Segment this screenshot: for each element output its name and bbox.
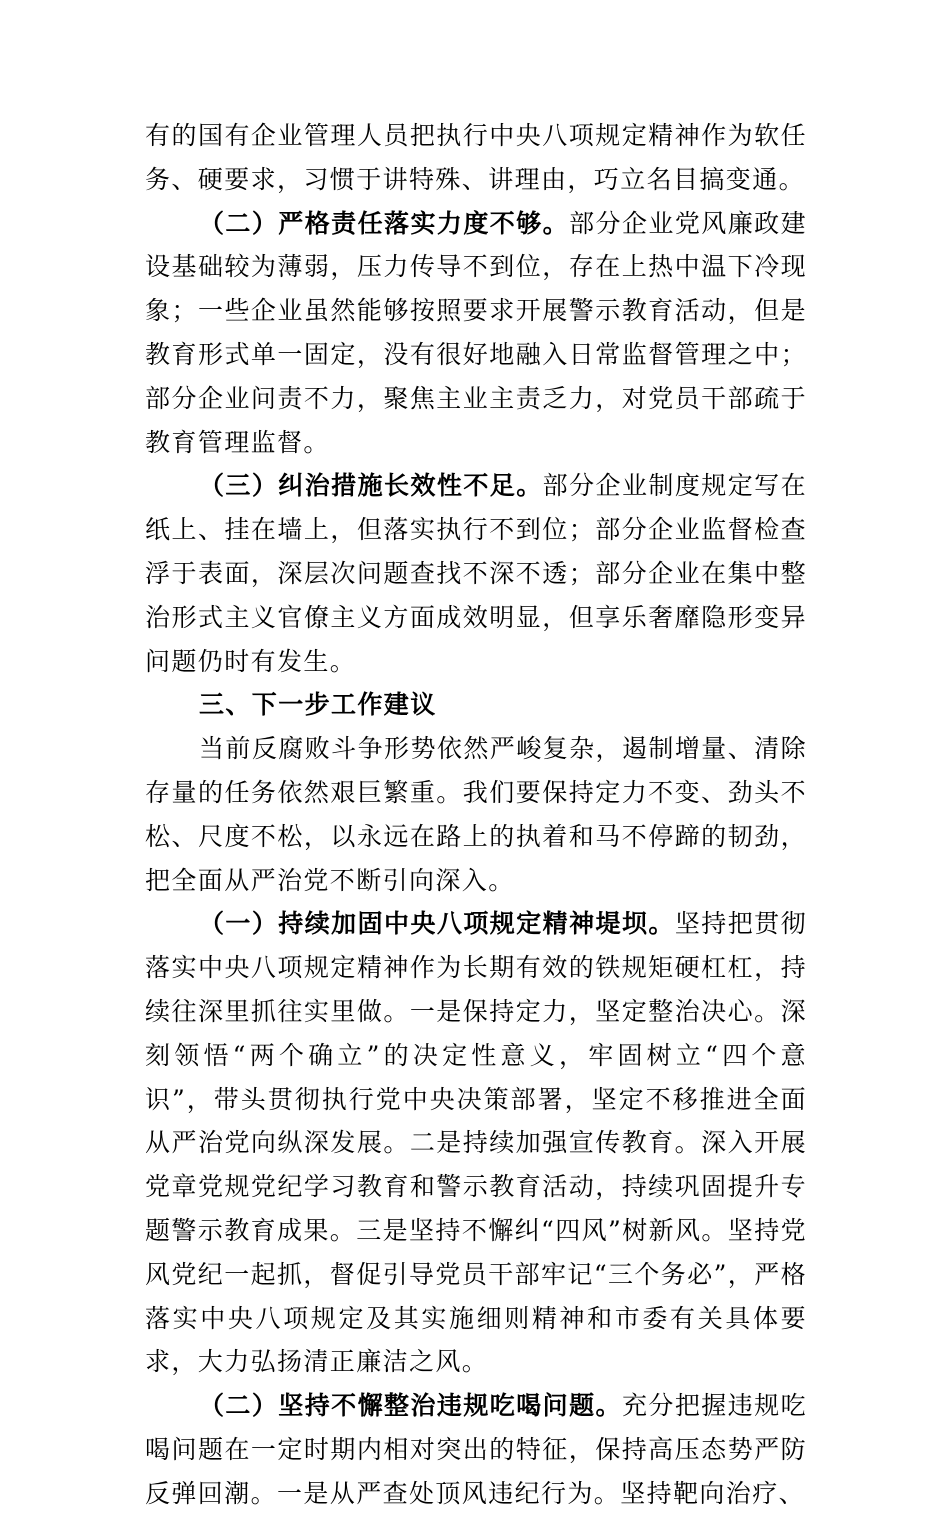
paragraph-continuation <box>145 114 807 202</box>
suggestion-2-heading: （二）坚持不懈整治违规吃喝问题。 <box>199 1391 622 1421</box>
suggestion-1-text: 坚持把贯彻落实中央八项规定精神作为长期有效的铁规矩硬杠杠，持续往深里抓往实里做。一是保持定力，坚定整治决心。深刻领悟“两个确立”的决定性意义，牢固树立“四个意识”，带头贯彻执行党中央决策部署，坚定不移推进全面从严治党向纵深发展。二是持续加强宣传教育。深入开展党章党规党纪学习教育和警示教育活动，持续巩固提升专题警示教育成果。三是坚持不懈纠“四风”树新风。坚持党风党纪一起抓，督促引导党员干部牢记“三个务必”，严格落实中央八项规定及其实施细则精神和市委有关具体要求，大力弘扬清正廉洁之风。 <box>145 909 807 1377</box>
suggestion-2-text: 充分把握违规吃喝问题在一定时期内相对突出的特征，保持高压态势严防反弹回潮。一是从严查处顶风违纪行为。坚持靶向治疗、 <box>145 1391 807 1508</box>
paragraph-suggestion-2 <box>145 1384 807 1515</box>
paragraph-section-3 <box>145 464 807 683</box>
document-body <box>145 114 807 1516</box>
paragraph-suggestion-1 <box>145 902 807 1384</box>
section-3-heading: （三）纠治措施长效性不足。 <box>199 471 543 501</box>
paragraph-text: 有的国有企业管理人员把执行中央八项规定精神作为软任务、硬要求，习惯于讲特殊、讲理由，巧立名目搞变通。 <box>145 121 807 194</box>
suggestion-1-heading: （一）持续加固中央八项规定精神堤坝。 <box>199 909 675 939</box>
section-3-text: 部分企业制度规定写在纸上、挂在墙上，但落实执行不到位；部分企业监督检查浮于表面，深层次问题查找不深不透；部分企业在集中整治形式主义官僚主义方面成效明显，但享乐奢靡隐形变异问题仍时有发生。 <box>145 471 807 676</box>
paragraph-intro <box>145 727 807 902</box>
section-2-text: 部分企业党风廉政建设基础较为薄弱，压力传导不到位，存在上热中温下冷现象；一些企业虽然能够按照要求开展警示教育活动，但是教育形式单一固定，没有很好地融入日常监督管理之中；部分企业问责不力，聚焦主业主责乏力，对党员干部疏于教育管理监督。 <box>145 208 807 457</box>
intro-text: 当前反腐败斗争形势依然严峻复杂，遏制增量、清除存量的任务依然艰巨繁重。我们要保持定力不变、劲头不松、尺度不松，以永远在路上的执着和马不停蹄的韧劲，把全面从严治党不断引向深入。 <box>145 734 807 895</box>
paragraph-section-2 <box>145 202 807 465</box>
chapter-heading: 三、下一步工作建议 <box>199 690 437 720</box>
section-2-heading: （二）严格责任落实力度不够。 <box>199 208 570 238</box>
